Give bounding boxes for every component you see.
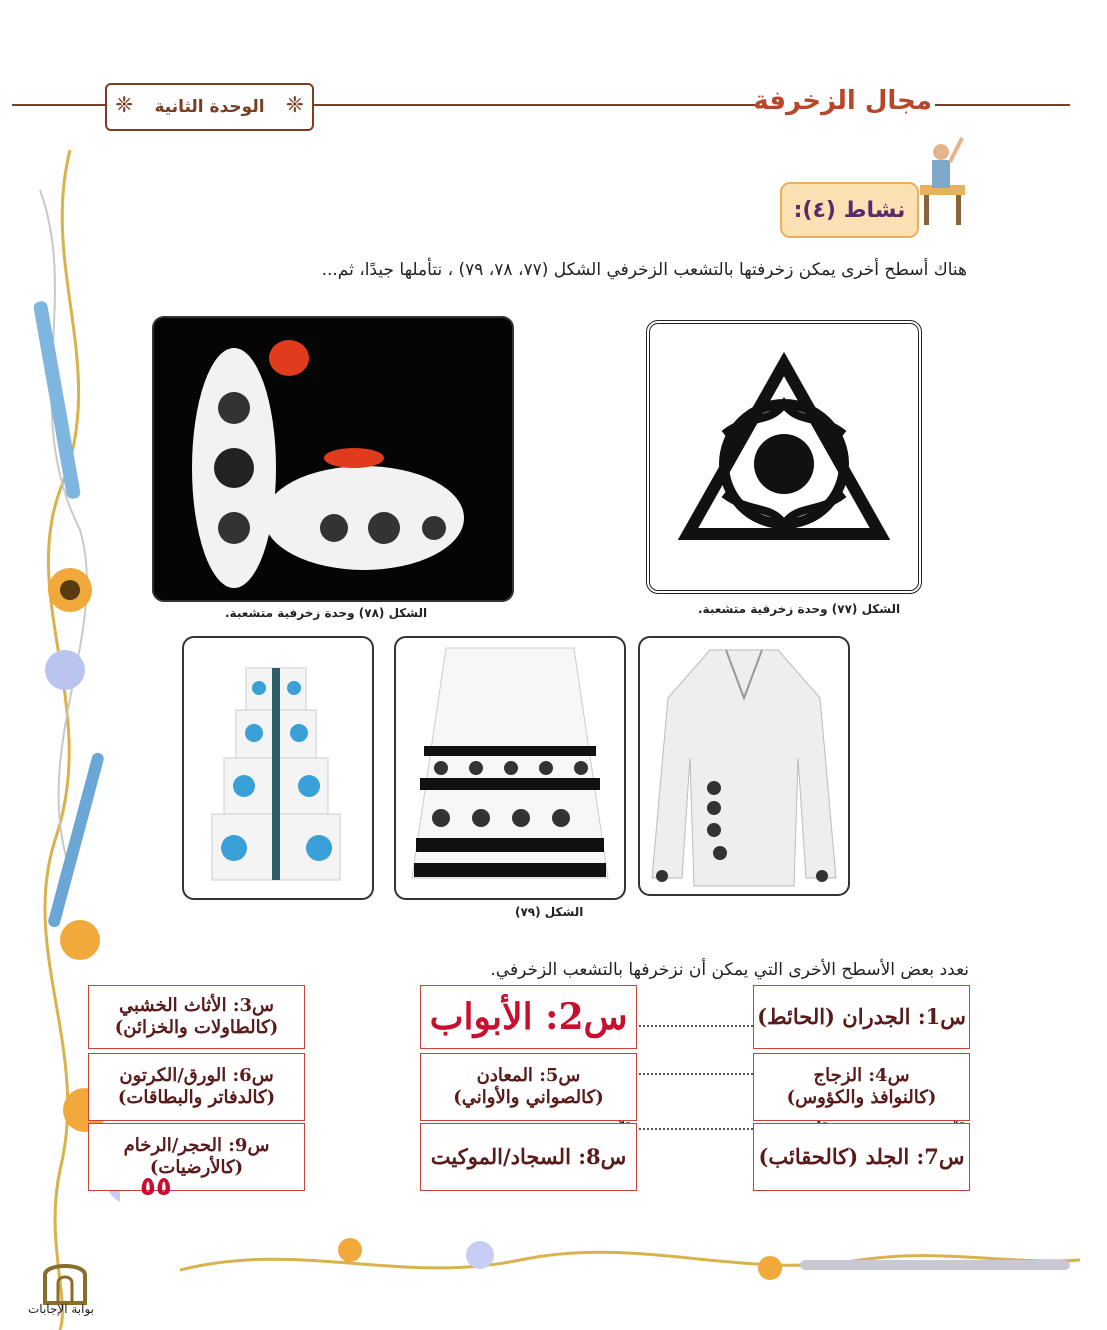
activity-label: نشاط (٤):: [793, 197, 906, 223]
intro-text: هناك أسطح أخرى يمكن زخرفتها بالتشعب الزخرفي الشكل (٧٧، ٧٨، ٧٩) ، نتأملها جيدًا، ثم...: [321, 260, 967, 280]
page-number: ٥٥: [140, 1172, 172, 1202]
unit-label: ❈ الوحدة الثانية: [154, 97, 265, 117]
answer-6-cell[interactable]: [88, 1053, 305, 1121]
answer-1-cell[interactable]: [753, 985, 970, 1049]
answer-9-line2: (كالأرضيات): [149, 1157, 244, 1178]
activity-badge: [780, 182, 919, 238]
header-line-left: [12, 104, 107, 106]
teacher-illustration: [910, 130, 970, 230]
dotted-line-row2: [635, 1073, 753, 1075]
answer-5-line2: (كالصواني والأواني): [453, 1087, 604, 1108]
unit-badge: [105, 83, 314, 131]
dotted-line-row1: [635, 1025, 753, 1027]
answer-6-line1: س6: الورق/الكرتون: [119, 1064, 274, 1086]
figure-77-caption: الشكل (٧٧) وحدة زخرفية متشعبة.: [698, 602, 901, 616]
answer-8-cell[interactable]: [420, 1123, 637, 1191]
answer-7-text: س7: الجلد (كالحقائب): [758, 1143, 965, 1169]
answer-3-line2: (كالطاولات والخزائن): [114, 1017, 279, 1038]
header-line-middle: [310, 104, 755, 106]
bottom-floral-decoration: [180, 1230, 1080, 1290]
answer-9-cell[interactable]: [88, 1123, 305, 1191]
answer-3-line1: س3: الأثاث الخشبي: [119, 994, 274, 1016]
figure-78-vases-photo: [152, 316, 514, 602]
answers-portal-logo: [30, 1255, 100, 1305]
answer-3-cell[interactable]: [88, 985, 305, 1049]
answer-6-line2: (كالدفاتر والبطاقات): [117, 1087, 276, 1108]
figure-79-gift-boxes-photo: [182, 636, 374, 900]
figure-79-blouse-photo: [638, 636, 850, 896]
figure-79-caption: الشكل (٧٩): [515, 905, 584, 919]
answer-8-text: س8: السجاد/الموكيت: [430, 1143, 627, 1169]
dotted-line-row3: [635, 1128, 753, 1130]
answer-4-line1: س4: الزجاج: [813, 1064, 910, 1086]
field-title: مجال الزخرفة: [753, 86, 932, 116]
answer-9-line1: س9: الحجر/الرخام: [123, 1134, 270, 1156]
answer-2-cell[interactable]: [420, 985, 637, 1049]
answer-1-text: س1: الجدران (الحائط): [757, 1003, 966, 1029]
answer-7-cell[interactable]: [753, 1123, 970, 1191]
answer-5-line1: س5: المعادن: [476, 1064, 581, 1086]
figure-78-caption: الشكل (٧٨) وحدة زخرفية متشعبة.: [225, 606, 428, 620]
figure-77-ornament-photo: [646, 320, 922, 594]
answer-4-line2: (كالنوافذ والكؤوس): [786, 1087, 937, 1108]
surfaces-prompt: نعدد بعض الأسطح الأخرى التي يمكن أن نزخرفها بالتشعب الزخرفي.: [490, 960, 969, 980]
answer-2-text: س2: الأبواب: [429, 995, 628, 1038]
figure-79-skirt-photo: [394, 636, 626, 900]
answer-5-cell[interactable]: [420, 1053, 637, 1121]
footer-logo-text: بوابة الإجابات: [28, 1302, 95, 1316]
answer-4-cell[interactable]: [753, 1053, 970, 1121]
header-line-right: [935, 104, 1070, 106]
